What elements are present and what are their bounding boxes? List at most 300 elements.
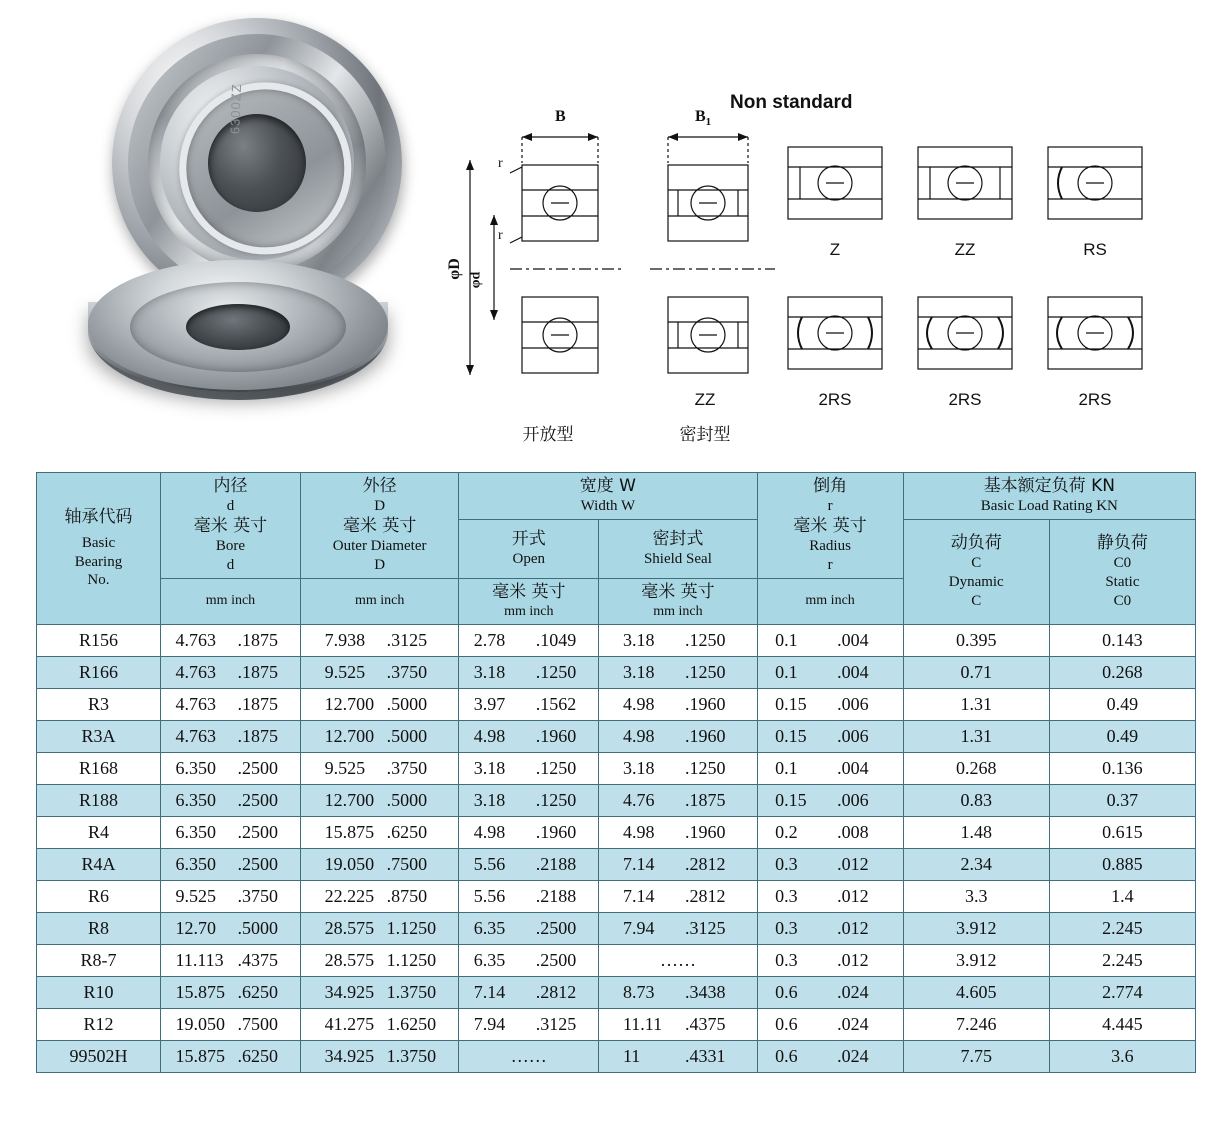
shield-width-mm-cell [599, 1040, 757, 1072]
radius-mm: 0.3 [775, 853, 798, 874]
static-load-cell: 0.885 [1049, 848, 1195, 880]
radius-mm: 0.15 [775, 693, 807, 714]
header-radius: 倒角 r 毫米 英寸 Radius r [757, 473, 903, 579]
bearing-no-cell: R6 [37, 880, 161, 912]
width-b1-label: $B_1$ [695, 108, 712, 129]
z-caption: Z [829, 240, 841, 259]
open-width-mm-cell [459, 624, 599, 656]
rs2-caption-left: 2RS [818, 390, 852, 409]
bearing-no-cell: R168 [37, 752, 161, 784]
radius-mm-cell [757, 976, 903, 1008]
bearing-no-cell: R8 [37, 912, 161, 944]
header-width-shield: 密封式 Shield Seal [599, 520, 757, 579]
table-row [37, 880, 1196, 912]
table-row [37, 624, 1196, 656]
open-width-inch: .1250 [535, 757, 577, 778]
bearing-no-cell: R4A [37, 848, 161, 880]
shield-width-mm-cell [599, 624, 757, 656]
bore-mm: 6.350 [175, 789, 216, 810]
bore-mm-cell [160, 976, 300, 1008]
table-row [37, 688, 1196, 720]
rs-caption: RS [1083, 240, 1107, 259]
shield-width-mm-cell [599, 752, 757, 784]
bore-mm: 9.525 [175, 885, 216, 906]
od-mm-cell [301, 848, 459, 880]
open-width-mm: 5.56 [473, 853, 506, 874]
od-mm-cell [301, 720, 459, 752]
sealed-type-cross-section-icon [630, 115, 790, 395]
bore-mm: 6.350 [175, 853, 216, 874]
bearing-no-cell: R12 [37, 1008, 161, 1040]
lying-bearing-image [88, 260, 388, 440]
radius-inch: .024 [837, 1013, 869, 1034]
bore-mm-cell [160, 912, 300, 944]
open-width-mm: 6.35 [473, 949, 506, 970]
bore-mm: 15.875 [175, 981, 225, 1002]
radius-inch: .012 [837, 853, 869, 874]
radius-inch: .006 [837, 725, 869, 746]
header-bore-units: mm inch [160, 578, 300, 624]
bearing-no-cell: R4 [37, 816, 161, 848]
table-row [37, 1040, 1196, 1072]
header-bore: 内径 d 毫米 英寸 Bore d [160, 473, 300, 579]
dynamic-load-cell: 3.912 [903, 912, 1049, 944]
table-row [37, 816, 1196, 848]
technical-drawings [440, 10, 1220, 460]
radius-inch: .024 [837, 981, 869, 1002]
header-load-rating: 基本额定负荷 KN Basic Load Rating KN [903, 473, 1195, 520]
product-illustration-section [0, 0, 1232, 468]
od-mm-cell [301, 816, 459, 848]
bore-mm-cell [160, 848, 300, 880]
table-row [37, 784, 1196, 816]
dynamic-load-cell: 0.395 [903, 624, 1049, 656]
shield-width-inch: .2812 [684, 853, 726, 874]
radius-mm: 0.3 [775, 917, 798, 938]
open-width-inch: .2188 [535, 853, 577, 874]
radius-mm-cell [757, 784, 903, 816]
open-width-mm-cell [459, 944, 599, 976]
zz-caption-left: ZZ [694, 390, 716, 409]
dynamic-load-cell: 0.83 [903, 784, 1049, 816]
dynamic-load-cell: 2.34 [903, 848, 1049, 880]
outer-diameter-label: φD [445, 258, 463, 280]
shield-width-mm: 11 [622, 1045, 641, 1066]
shield-width-mm: 4.98 [622, 725, 655, 746]
radius-inch: .012 [837, 949, 869, 970]
od-inch: .5000 [386, 725, 428, 746]
header-bearing-no: 轴承代码 Basic Bearing No. [37, 473, 161, 625]
bore-inch: .4375 [237, 949, 278, 970]
od-mm-cell [301, 624, 459, 656]
bore-inch: .1875 [237, 693, 278, 714]
open-width-mm: 3.18 [473, 789, 506, 810]
open-width-mm-cell [459, 848, 599, 880]
shield-width-inch: .1250 [684, 629, 726, 650]
variant-2rs-mid-icon [910, 285, 1020, 385]
od-inch: 1.6250 [386, 1013, 437, 1034]
bore-inch: .7500 [237, 1013, 278, 1034]
variant-z-icon [780, 135, 890, 235]
od-mm: 28.575 [324, 949, 375, 970]
bore-mm-cell [160, 656, 300, 688]
od-mm-cell [301, 656, 459, 688]
shield-width-inch: .1875 [684, 789, 726, 810]
open-width-inch: .2812 [535, 981, 577, 1002]
open-width-inch: .3125 [535, 1013, 577, 1034]
static-load-cell: 2.774 [1049, 976, 1195, 1008]
table-body [37, 624, 1196, 1072]
shield-width-inch: .4375 [684, 1013, 726, 1034]
static-load-cell: 2.245 [1049, 944, 1195, 976]
bore-mm-cell [160, 752, 300, 784]
dynamic-load-cell: 0.268 [903, 752, 1049, 784]
bore-mm: 6.350 [175, 821, 216, 842]
open-width-inch: .1049 [535, 629, 577, 650]
static-load-cell: 4.445 [1049, 1008, 1195, 1040]
static-load-cell: 2.245 [1049, 912, 1195, 944]
bore-mm-cell [160, 944, 300, 976]
header-radius-units: mm inch [757, 578, 903, 624]
zz-caption: ZZ [954, 240, 976, 259]
bore-mm: 12.70 [175, 917, 216, 938]
bore-mm-cell [160, 688, 300, 720]
od-mm: 22.225 [324, 885, 375, 906]
shield-width-mm-cell [599, 880, 757, 912]
dynamic-load-cell: 3.912 [903, 944, 1049, 976]
od-inch: .3125 [386, 629, 428, 650]
radius-mm-cell [757, 624, 903, 656]
dynamic-load-cell: 4.605 [903, 976, 1049, 1008]
od-inch: 1.3750 [386, 1045, 437, 1066]
od-inch: 1.1250 [386, 917, 437, 938]
bore-mm: 4.763 [175, 725, 216, 746]
radius-mm: 0.15 [775, 789, 807, 810]
static-load-cell: 0.37 [1049, 784, 1195, 816]
open-width-inch: .1250 [535, 661, 577, 682]
svg-text:r: r [498, 156, 503, 171]
shield-width-mm: 4.98 [622, 821, 655, 842]
od-mm: 28.575 [324, 917, 375, 938]
shield-width-inch: .1960 [684, 725, 726, 746]
shield-width-mm: 3.18 [622, 757, 655, 778]
dynamic-load-cell: 3.3 [903, 880, 1049, 912]
open-width-mm: 3.18 [473, 757, 506, 778]
radius-mm: 0.2 [775, 821, 798, 842]
shield-width-mm-cell [599, 912, 757, 944]
od-inch: .5000 [386, 789, 428, 810]
bore-mm-cell [160, 1008, 300, 1040]
header-open-units: 毫米 英寸 mm inch [459, 578, 599, 624]
od-mm: 9.525 [324, 757, 366, 778]
od-inch: 1.3750 [386, 981, 437, 1002]
open-width-mm: 3.97 [473, 693, 506, 714]
open-width-mm-cell [459, 976, 599, 1008]
open-width-mm-cell [459, 688, 599, 720]
open-width-inch: .2500 [535, 917, 577, 938]
bore-inch: .1875 [237, 725, 278, 746]
open-width-inch: .2500 [535, 949, 577, 970]
open-width-inch: .1562 [535, 693, 577, 714]
od-inch: .6250 [386, 821, 428, 842]
static-load-cell: 1.4 [1049, 880, 1195, 912]
bore-mm: 11.113 [175, 949, 224, 970]
radius-mm-cell [757, 688, 903, 720]
od-mm: 12.700 [324, 725, 375, 746]
shield-width-mm-cell [599, 784, 757, 816]
variant-zz-icon [910, 135, 1020, 235]
bore-inch: .1875 [237, 661, 278, 682]
bearing-no-cell: R3A [37, 720, 161, 752]
sealed-type-caption: 密封型 [679, 425, 731, 445]
specification-table-container [36, 472, 1196, 1073]
static-load-cell: 0.268 [1049, 656, 1195, 688]
od-mm: 15.875 [324, 821, 375, 842]
open-width-mm: 4.98 [473, 821, 506, 842]
bore-inch: .2500 [237, 789, 278, 810]
bearing-no-cell: R3 [37, 688, 161, 720]
radius-mm: 0.1 [775, 661, 798, 682]
open-width-mm-cell [459, 656, 599, 688]
header-width-open: 开式 Open [459, 520, 599, 579]
radius-mm-cell [757, 816, 903, 848]
bearing-no-cell: 99502H [37, 1040, 161, 1072]
static-load-cell: 0.49 [1049, 688, 1195, 720]
open-width-mm-cell [459, 784, 599, 816]
open-width-mm-cell [459, 880, 599, 912]
radius-inch: .004 [837, 757, 869, 778]
shield-width-mm: 7.14 [622, 885, 655, 906]
radius-inch: .006 [837, 693, 869, 714]
svg-text:r: r [498, 228, 503, 243]
shield-width-inch: .1250 [684, 661, 726, 682]
shield-width-inch: .3125 [684, 917, 726, 938]
shield-width-mm-cell [599, 976, 757, 1008]
header-shield-units: 毫米 英寸 mm inch [599, 578, 757, 624]
rs2-caption-right: 2RS [1078, 390, 1112, 409]
bore-mm-cell [160, 624, 300, 656]
radius-mm: 0.15 [775, 725, 807, 746]
bore-mm-cell [160, 784, 300, 816]
radius-inch: .012 [837, 885, 869, 906]
radius-inch: .004 [837, 661, 869, 682]
rs2-caption-mid: 2RS [948, 390, 982, 409]
shield-width-mm: 11.11 [622, 1013, 663, 1034]
od-mm-cell [301, 688, 459, 720]
open-width-mm: 7.94 [473, 1013, 506, 1034]
bore-mm: 15.875 [175, 1045, 225, 1066]
od-mm: 12.700 [324, 789, 375, 810]
shield-width-mm-cell [599, 656, 757, 688]
radius-mm-cell [757, 912, 903, 944]
od-inch: 1.1250 [386, 949, 437, 970]
table-row [37, 752, 1196, 784]
open-width-inch: .1960 [535, 725, 577, 746]
bore-inch: .2500 [237, 757, 278, 778]
dynamic-load-cell: 0.71 [903, 656, 1049, 688]
open-width-mm: 7.14 [473, 981, 506, 1002]
dynamic-load-cell: 7.246 [903, 1008, 1049, 1040]
shield-width-mm: 7.94 [622, 917, 655, 938]
bore-inch: .6250 [237, 981, 278, 1002]
bore-inch: .6250 [237, 1045, 278, 1066]
radius-mm-cell [757, 848, 903, 880]
open-width-mm-cell: …… [459, 1040, 599, 1072]
table-row [37, 720, 1196, 752]
header-od-units: mm inch [301, 578, 459, 624]
od-mm-cell [301, 1008, 459, 1040]
bore-mm: 4.763 [175, 661, 216, 682]
open-width-mm: 3.18 [473, 661, 506, 682]
static-load-cell: 0.49 [1049, 720, 1195, 752]
od-mm-cell [301, 1040, 459, 1072]
radius-inch: .012 [837, 917, 869, 938]
od-mm: 41.275 [324, 1013, 375, 1034]
shield-width-mm: 3.18 [622, 629, 655, 650]
open-type-cross-section-icon [450, 115, 640, 395]
variant-2rs-left-icon [780, 285, 890, 385]
shield-width-mm: 4.76 [622, 789, 655, 810]
bore-mm: 4.763 [175, 629, 216, 650]
bearing-specification-table [36, 472, 1196, 1073]
variant-2rs-right-icon [1040, 285, 1150, 385]
header-static-load: 静负荷 C0 Static C0 [1049, 520, 1195, 625]
bearing-no-cell: R188 [37, 784, 161, 816]
radius-mm-cell [757, 656, 903, 688]
open-width-mm-cell [459, 816, 599, 848]
bearing-photo [60, 10, 460, 450]
static-load-cell: 3.6 [1049, 1040, 1195, 1072]
shield-width-mm: 7.14 [622, 853, 655, 874]
radius-mm: 0.3 [775, 949, 798, 970]
bearing-no-cell: R156 [37, 624, 161, 656]
open-width-mm-cell [459, 720, 599, 752]
static-load-cell: 0.143 [1049, 624, 1195, 656]
shield-width-inch: .1250 [684, 757, 726, 778]
non-standard-label: Non standard [730, 92, 853, 113]
shield-width-mm-cell [599, 1008, 757, 1040]
radius-mm-cell [757, 1040, 903, 1072]
table-row [37, 912, 1196, 944]
radius-inch: .006 [837, 789, 869, 810]
table-row [37, 944, 1196, 976]
radius-mm: 0.3 [775, 885, 798, 906]
bore-mm-cell [160, 880, 300, 912]
bearing-no-cell: R10 [37, 976, 161, 1008]
header-width: 宽度 W Width W [459, 473, 757, 520]
open-width-inch: .2188 [535, 885, 577, 906]
od-inch: .8750 [386, 885, 428, 906]
od-inch: .7500 [386, 853, 428, 874]
radius-mm-cell [757, 944, 903, 976]
open-width-inch: .1250 [535, 789, 577, 810]
radius-inch: .008 [837, 821, 869, 842]
table-row [37, 1008, 1196, 1040]
static-load-cell: 0.615 [1049, 816, 1195, 848]
lying-bearing-bore [186, 304, 290, 350]
static-load-cell: 0.136 [1049, 752, 1195, 784]
radius-mm-cell [757, 1008, 903, 1040]
bore-inch: .2500 [237, 821, 278, 842]
dynamic-load-cell: 1.31 [903, 720, 1049, 752]
od-inch: .5000 [386, 693, 428, 714]
shield-width-inch: .1960 [684, 821, 726, 842]
od-mm: 19.050 [324, 853, 375, 874]
open-width-mm-cell [459, 1008, 599, 1040]
table-row [37, 848, 1196, 880]
shield-width-mm: 8.73 [622, 981, 655, 1002]
bore-mm: 6.350 [175, 757, 216, 778]
dynamic-load-cell: 7.75 [903, 1040, 1049, 1072]
header-outer-diameter: 外径 D 毫米 英寸 Outer Diameter D [301, 473, 459, 579]
bearing-no-cell: R8-7 [37, 944, 161, 976]
radius-mm-cell [757, 880, 903, 912]
width-b-label: B [555, 108, 566, 125]
radius-mm-cell [757, 752, 903, 784]
od-mm: 7.938 [324, 629, 366, 650]
open-width-mm: 5.56 [473, 885, 506, 906]
od-mm: 12.700 [324, 693, 375, 714]
bore-inch: .5000 [237, 917, 278, 938]
bore-mm-cell [160, 1040, 300, 1072]
od-mm-cell [301, 944, 459, 976]
bore-inch: .3750 [237, 885, 278, 906]
bore-inch: .2500 [237, 853, 278, 874]
radius-inch: .024 [837, 1045, 869, 1066]
od-mm-cell [301, 976, 459, 1008]
open-width-inch: .1960 [535, 821, 577, 842]
radius-mm: 0.6 [775, 981, 798, 1002]
open-width-mm: 4.98 [473, 725, 506, 746]
od-mm-cell [301, 880, 459, 912]
table-row [37, 976, 1196, 1008]
bearing-engraving: 6300ZZ [227, 83, 245, 135]
bore-mm: 4.763 [175, 693, 216, 714]
bore-mm-cell [160, 720, 300, 752]
bearing-no-cell: R166 [37, 656, 161, 688]
radius-mm: 0.1 [775, 629, 798, 650]
shield-width-inch: .4331 [684, 1045, 726, 1066]
shield-width-mm-cell [599, 720, 757, 752]
od-inch: .3750 [386, 757, 428, 778]
radius-mm: 0.6 [775, 1045, 798, 1066]
open-type-caption: 开放型 [522, 425, 574, 445]
variant-rs-icon [1040, 135, 1150, 235]
od-mm-cell [301, 784, 459, 816]
open-width-mm-cell [459, 752, 599, 784]
shield-width-mm-cell [599, 688, 757, 720]
shield-width-mm-cell: …… [599, 944, 757, 976]
open-width-mm: 2.78 [473, 629, 506, 650]
bore-inch: .1875 [237, 629, 278, 650]
table-header [37, 473, 1196, 625]
radius-mm-cell [757, 720, 903, 752]
bore-diameter-label: φd [468, 271, 484, 289]
od-mm-cell [301, 912, 459, 944]
shield-width-inch: .1960 [684, 693, 726, 714]
od-mm-cell [301, 752, 459, 784]
radius-inch: .004 [837, 629, 869, 650]
bore-mm: 19.050 [175, 1013, 225, 1034]
shield-width-inch: .3438 [684, 981, 726, 1002]
radius-mm: 0.1 [775, 757, 798, 778]
od-mm: 9.525 [324, 661, 366, 682]
shield-width-mm-cell [599, 816, 757, 848]
shield-width-mm: 3.18 [622, 661, 655, 682]
radius-mm: 0.6 [775, 1013, 798, 1034]
od-inch: .3750 [386, 661, 428, 682]
od-mm: 34.925 [324, 981, 375, 1002]
